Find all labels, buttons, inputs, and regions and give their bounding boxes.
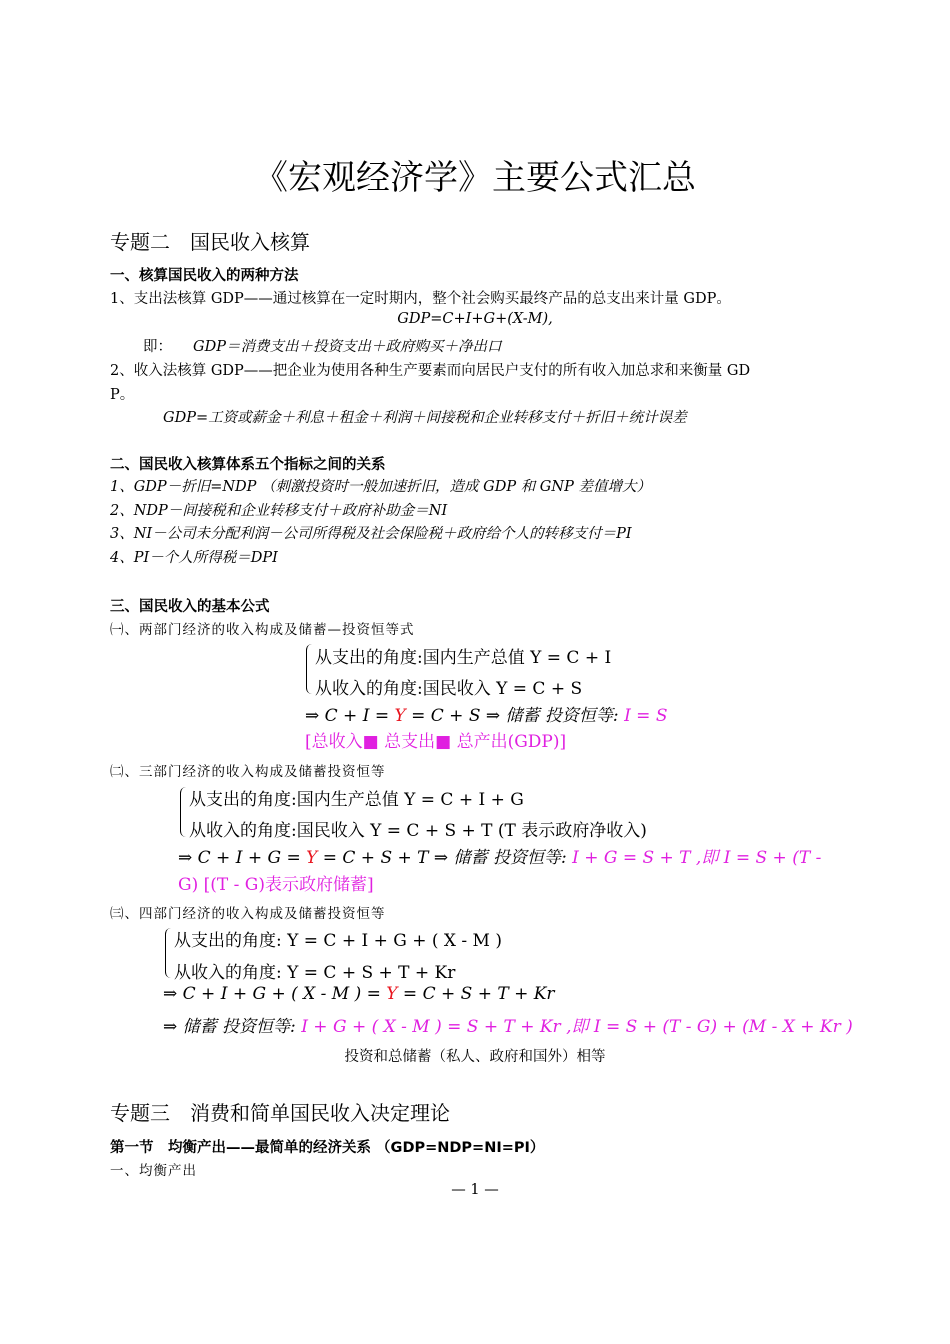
three-sector-line4: G) [(T - G)表示政府储蓄] bbox=[178, 875, 374, 895]
sec1-ji-label: 即： bbox=[143, 339, 172, 355]
sec2-item: 1、GDP－折旧=NDP （刺激投资时一般加速折旧，造成 GDP 和 GNP 差值增大） bbox=[110, 479, 651, 495]
three-sector-line2: 从收入的角度:国民收入 Y = C + S + T (T 表示政府净收入) bbox=[189, 821, 647, 841]
three-sector-line3: ⇒ C + I + G = Y = C + S + T ⇒ 储蓄 投资恒等: I + G = S + T ,即 I = S + (T - bbox=[178, 848, 822, 868]
two-sector-line2: 从收入的角度:国民收入 Y = C + S bbox=[315, 679, 583, 699]
four-sector-note: 投资和总储蓄（私人、政府和国外）相等 bbox=[344, 1049, 606, 1065]
four-sector-line2: 从收入的角度: Y = C + S + T + Kr bbox=[174, 963, 456, 983]
four-sector-brace bbox=[165, 928, 172, 978]
four-sector-line3: ⇒ C + I + G + ( X - M ) = Y = C + S + T + Kr bbox=[163, 984, 555, 1004]
two-sector-label: ㈠、两部门经济的收入构成及储蓄—投资恒等式 bbox=[110, 622, 415, 638]
three-sector-brace bbox=[180, 787, 187, 837]
sec2-item: 4、PI－个人所得税＝DPI bbox=[110, 550, 278, 566]
sec1-item2-line1: 2、收入法核算 GDP——把企业为使用各种生产要素而向居民户支付的所有收入加总求和来衡量 GD bbox=[110, 363, 751, 379]
topic3-section1: 第一节 均衡产出——最简单的经济关系 （GDP=NDP=NI=PI） bbox=[110, 1140, 545, 1156]
three-sector-label: ㈡、三部门经济的收入构成及储蓄投资恒等 bbox=[110, 764, 386, 780]
two-sector-line1: 从支出的角度:国内生产总值 Y = C + I bbox=[315, 648, 612, 668]
four-sector-label: ㈢、四部门经济的收入构成及储蓄投资恒等 bbox=[110, 906, 386, 922]
sec2-item: 3、NI－公司未分配利润－公司所得税及社会保险税＋政府给个人的转移支付＝PI bbox=[110, 526, 632, 542]
topic2-heading: 专题二 国民收入核算 bbox=[110, 230, 310, 254]
topic3-sub1: 一、均衡产出 bbox=[110, 1163, 197, 1179]
two-sector-line3: ⇒ C + I = Y = C + S ⇒ 储蓄 投资恒等: I = S bbox=[305, 706, 668, 726]
sec1-heading: 一、核算国民收入的两种方法 bbox=[110, 268, 299, 284]
sec2-heading: 二、国民收入核算体系五个指标之间的关系 bbox=[110, 457, 386, 473]
sec1-item2-line2: P。 bbox=[110, 387, 135, 403]
sec1-formula2: GDP＝消费支出＋投资支出＋政府购买＋净出口 bbox=[193, 339, 502, 355]
sec3-heading: 三、国民收入的基本公式 bbox=[110, 599, 270, 615]
sec1-formula3: GDP=工资或薪金＋利息＋租金＋利润＋间接税和企业转移支付＋折旧＋统计误差 bbox=[163, 410, 687, 426]
sec2-item: 2、NDP－间接税和企业转移支付＋政府补助金＝NI bbox=[110, 503, 448, 519]
two-sector-brace bbox=[306, 644, 313, 694]
two-sector-line4: [总收入■ 总支出■ 总产出(GDP)] bbox=[305, 732, 567, 752]
three-sector-line1: 从支出的角度:国内生产总值 Y = C + I + G bbox=[189, 790, 524, 810]
sec1-formula1: GDP=C+I+G+(X-M), bbox=[397, 311, 553, 327]
sec1-item1: 1、支出法核算 GDP——通过核算在一定时期内，整个社会购买最终产品的总支出来计量 GDP。 bbox=[110, 291, 731, 307]
page-number: — 1 — bbox=[451, 1182, 499, 1198]
topic3-heading: 专题三 消费和简单国民收入决定理论 bbox=[110, 1101, 450, 1125]
four-sector-line1: 从支出的角度: Y = C + I + G + ( X - M ) bbox=[174, 931, 502, 951]
four-sector-line4: ⇒ 储蓄 投资恒等: I + G + ( X - M ) = S + T + Kr ,即 I = S + (T - G) + (M - X + Kr ) bbox=[163, 1017, 853, 1037]
document-title: 《宏观经济学》主要公式汇总 bbox=[254, 158, 696, 198]
